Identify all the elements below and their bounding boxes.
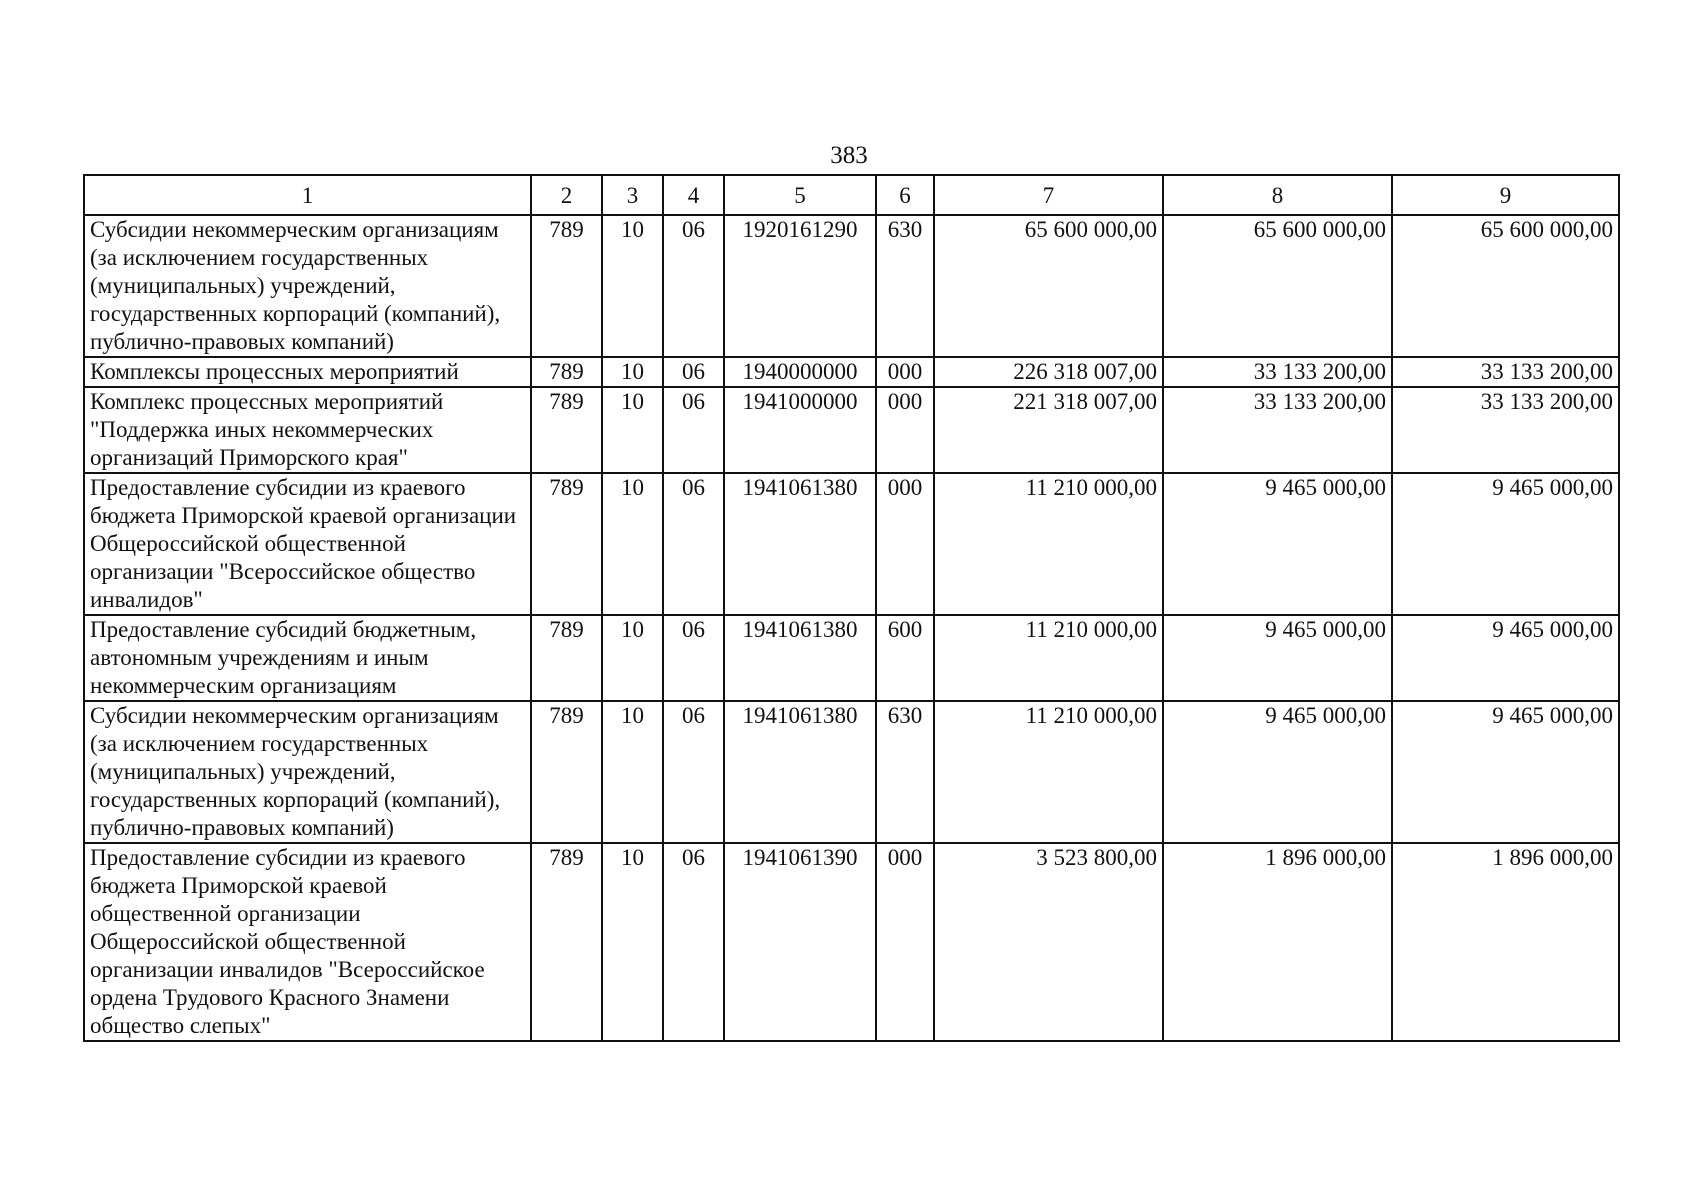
- column-header: 5: [724, 175, 876, 215]
- row-description: Предоставление субсидии из краевого бюджета Приморской краевой организации Общероссийской общественной организации "Всероссийское общество инвалидов": [84, 473, 531, 615]
- column-header: 1: [84, 175, 531, 215]
- section-code: 10: [602, 215, 663, 357]
- target-article-code: 1941061380: [724, 615, 876, 701]
- table-row: [84, 387, 1619, 473]
- target-article-code: 1920161290: [724, 215, 876, 357]
- table-row: [84, 215, 1619, 357]
- budget-table: [83, 174, 1620, 1042]
- subsection-code: 06: [663, 473, 724, 615]
- amount-col9: 9 465 000,00: [1392, 473, 1619, 615]
- amount-col8: 65 600 000,00: [1163, 215, 1392, 357]
- amount-col7: 221 318 007,00: [934, 387, 1163, 473]
- table-header-row: [84, 175, 1619, 215]
- expense-type-code: 000: [876, 473, 934, 615]
- column-header: 8: [1163, 175, 1392, 215]
- amount-col9: 33 133 200,00: [1392, 387, 1619, 473]
- ministry-code: 789: [531, 615, 602, 701]
- row-description: Субсидии некоммерческим организациям (за исключением государственных (муниципальных) учреждений, государственных корпораций (компаний), публично-правовых компаний): [84, 215, 531, 357]
- row-description: Предоставление субсидий бюджетным, автономным учреждениям и иным некоммерческим организациям: [84, 615, 531, 701]
- expense-type-code: 000: [876, 843, 934, 1041]
- amount-col9: 9 465 000,00: [1392, 615, 1619, 701]
- table-row: [84, 615, 1619, 701]
- expense-type-code: 600: [876, 615, 934, 701]
- amount-col9: 1 896 000,00: [1392, 843, 1619, 1041]
- column-header: 9: [1392, 175, 1619, 215]
- target-article-code: 1941061380: [724, 473, 876, 615]
- amount-col7: 11 210 000,00: [934, 701, 1163, 843]
- target-article-code: 1941061380: [724, 701, 876, 843]
- row-description: Комплексы процессных мероприятий: [84, 357, 531, 387]
- subsection-code: 06: [663, 357, 724, 387]
- target-article-code: 1940000000: [724, 357, 876, 387]
- column-header: 7: [934, 175, 1163, 215]
- row-description: Комплекс процессных мероприятий "Поддержка иных некоммерческих организаций Приморского края": [84, 387, 531, 473]
- section-code: 10: [602, 701, 663, 843]
- amount-col7: 11 210 000,00: [934, 473, 1163, 615]
- amount-col9: 33 133 200,00: [1392, 357, 1619, 387]
- row-description: Субсидии некоммерческим организациям (за исключением государственных (муниципальных) учреждений, государственных корпораций (компаний), публично-правовых компаний): [84, 701, 531, 843]
- section-code: 10: [602, 473, 663, 615]
- subsection-code: 06: [663, 843, 724, 1041]
- target-article-code: 1941061390: [724, 843, 876, 1041]
- ministry-code: 789: [531, 357, 602, 387]
- amount-col7: 11 210 000,00: [934, 615, 1163, 701]
- amount-col7: 3 523 800,00: [934, 843, 1163, 1041]
- amount-col8: 9 465 000,00: [1163, 615, 1392, 701]
- expense-type-code: 000: [876, 387, 934, 473]
- section-code: 10: [602, 615, 663, 701]
- amount-col7: 65 600 000,00: [934, 215, 1163, 357]
- ministry-code: 789: [531, 843, 602, 1041]
- table-row: [84, 357, 1619, 387]
- amount-col8: 33 133 200,00: [1163, 387, 1392, 473]
- column-header: 4: [663, 175, 724, 215]
- expense-type-code: 630: [876, 215, 934, 357]
- amount-col9: 65 600 000,00: [1392, 215, 1619, 357]
- ministry-code: 789: [531, 473, 602, 615]
- table-row: [84, 843, 1619, 1041]
- amount-col8: 9 465 000,00: [1163, 701, 1392, 843]
- amount-col8: 1 896 000,00: [1163, 843, 1392, 1041]
- page-number: 383: [830, 142, 868, 169]
- row-description: Предоставление субсидии из краевого бюджета Приморской краевой общественной организации Общероссийской общественной организации инвалидов "Всероссийское ордена Трудового Красного Знамени общество слепых": [84, 843, 531, 1041]
- target-article-code: 1941000000: [724, 387, 876, 473]
- subsection-code: 06: [663, 387, 724, 473]
- amount-col8: 9 465 000,00: [1163, 473, 1392, 615]
- amount-col8: 33 133 200,00: [1163, 357, 1392, 387]
- subsection-code: 06: [663, 615, 724, 701]
- ministry-code: 789: [531, 215, 602, 357]
- amount-col7: 226 318 007,00: [934, 357, 1163, 387]
- table-row: [84, 473, 1619, 615]
- column-header: 6: [876, 175, 934, 215]
- section-code: 10: [602, 387, 663, 473]
- column-header: 3: [602, 175, 663, 215]
- subsection-code: 06: [663, 215, 724, 357]
- ministry-code: 789: [531, 701, 602, 843]
- subsection-code: 06: [663, 701, 724, 843]
- table-row: [84, 701, 1619, 843]
- ministry-code: 789: [531, 387, 602, 473]
- expense-type-code: 630: [876, 701, 934, 843]
- amount-col9: 9 465 000,00: [1392, 701, 1619, 843]
- expense-type-code: 000: [876, 357, 934, 387]
- section-code: 10: [602, 357, 663, 387]
- section-code: 10: [602, 843, 663, 1041]
- column-header: 2: [531, 175, 602, 215]
